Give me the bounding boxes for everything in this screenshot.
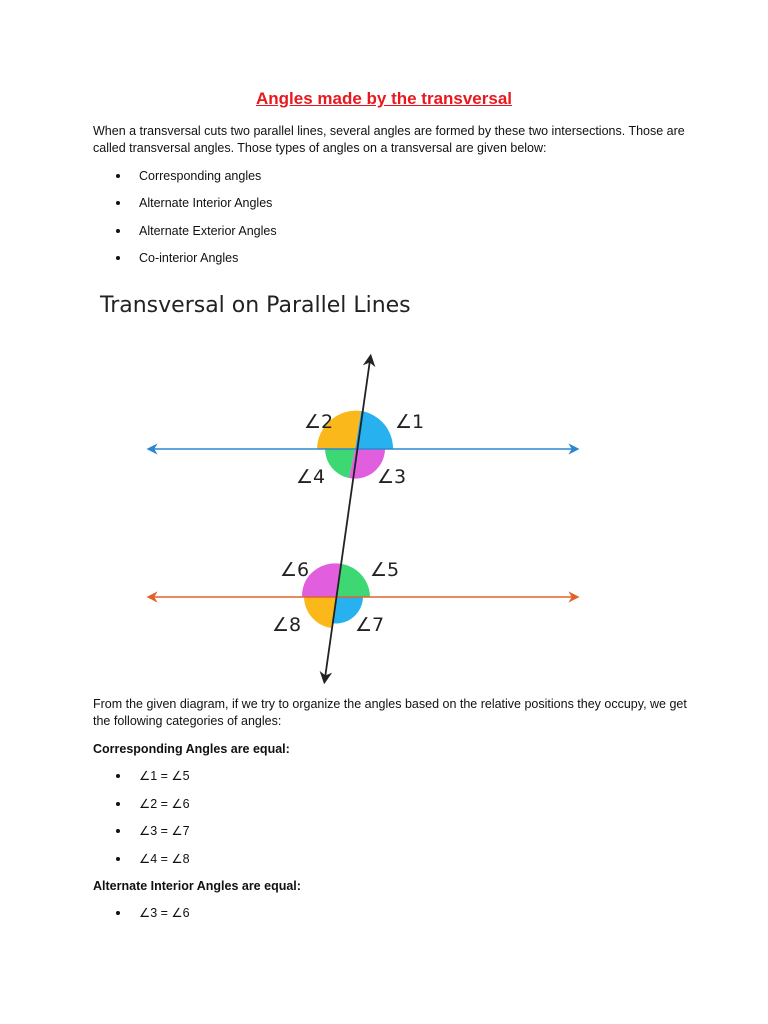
explanation-paragraph: From the given diagram, if we try to organize the angles based on the relative positions they occupy, we get the following categories of angles: <box>93 697 687 728</box>
diagram-title: Transversal on Parallel Lines <box>100 293 411 318</box>
list-item: ∠2 = ∠6 <box>0 796 500 812</box>
list-item: Co-interior Angles <box>0 250 500 266</box>
list-item: Alternate Interior Angles <box>0 195 500 211</box>
list-item: Corresponding angles <box>0 168 500 184</box>
angle-label-8: ∠8 <box>272 614 302 636</box>
list-item: ∠3 = ∠7 <box>0 823 500 839</box>
page-title: Angles made by the transversal <box>255 89 513 108</box>
angle-8-sector <box>304 597 336 628</box>
bullet-icon <box>116 802 120 806</box>
angle-label-2: ∠2 <box>304 411 334 433</box>
bullet-icon <box>116 201 120 205</box>
list-item: ∠3 = ∠6 <box>0 905 500 921</box>
bullet-icon <box>116 256 120 260</box>
intro-paragraph: When a transversal cuts two parallel lines, several angles are formed by these two intersections. Those are called transversal angles. Those types of angles on a transversal are given below: <box>93 124 685 155</box>
angle-label-7: ∠7 <box>355 614 385 636</box>
alternate-interior-heading: Alternate Interior Angles are equal: <box>93 879 301 893</box>
bullet-icon <box>116 229 120 233</box>
corresponding-heading: Corresponding Angles are equal: <box>93 742 290 756</box>
bullet-icon <box>116 829 120 833</box>
angle-label-1: ∠1 <box>395 411 425 433</box>
bullet-icon <box>116 911 120 915</box>
list-item: ∠1 = ∠5 <box>0 768 500 784</box>
transversal-diagram <box>80 280 640 690</box>
angle-label-6: ∠6 <box>280 559 310 581</box>
bullet-icon <box>116 174 120 178</box>
list-item: ∠4 = ∠8 <box>0 851 500 867</box>
bullet-icon <box>116 774 120 778</box>
angle-label-5: ∠5 <box>370 559 400 581</box>
bullet-icon <box>116 857 120 861</box>
angle-label-4: ∠4 <box>296 466 326 488</box>
angle-label-3: ∠3 <box>377 466 407 488</box>
list-item: Alternate Exterior Angles <box>0 223 500 239</box>
